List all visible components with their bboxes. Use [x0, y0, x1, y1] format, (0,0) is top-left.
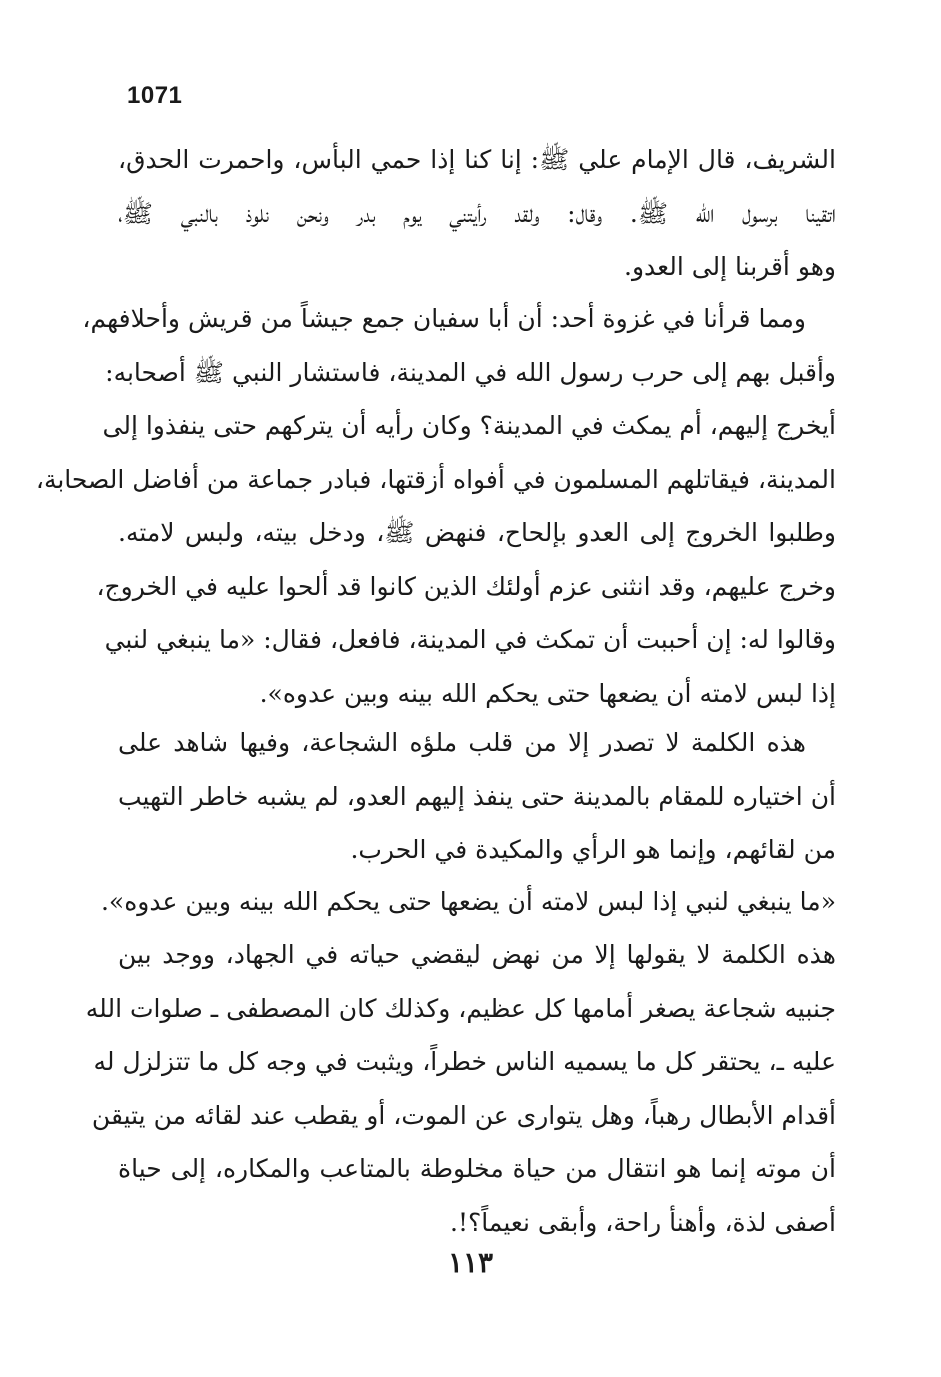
page-footer-number: ١١٣ [447, 1246, 494, 1279]
text-line: أن اختياره للمقام بالمدينة حتى ينفذ إليهم العدو، لم يشبه خاطر التهيب [118, 781, 836, 811]
text-line: «ما ينبغي لنبي إذا لبس لامته أن يضعها حتى يحكم الله بينه وبين عدوه». [100, 887, 836, 916]
text-line: أن موته إنما هو انتقال من حياة مخلوطة بالمتاعب والمكاره، إلى حياة [118, 1154, 836, 1183]
text-line: المدينة، فيقاتلهم المسلمون في أفواه أزقتها، فبادر جماعة من أفاضل الصحابة، [35, 464, 836, 494]
paragraph-4-quote [100, 875, 836, 929]
text-line: هذه الكلمة لا تصدر إلا من قلب ملؤه الشجاعة، وفيها شاهد على [118, 728, 806, 757]
text-line: اتقينا برسول الله ﷺ. وقال: ولقد رأيتني يوم بدر ونحن نلوذ بالنبي ﷺ، [118, 198, 836, 228]
text-line: أصفى لذة، وأهنأ راحة، وأبقى نعيماً؟!. [450, 1207, 836, 1237]
text-line: وقالوا له: إن أحببت أن تمكث في المدينة، فافعل، فقال: «ما ينبغي لنبي [104, 625, 836, 654]
page-header-number: 1071 [127, 82, 183, 109]
paragraph-5 [85, 928, 836, 1249]
text-line: عليه ـ، يحتقر كل ما يسميه الناس خطراً، ويثبت في وجه كل ما تتزلزل له [93, 1047, 836, 1076]
text-line: هذه الكلمة لا يقولها إلا من نهض ليقضي حياته في الجهاد، ووجد بين [118, 940, 836, 969]
paragraph-3 [118, 716, 836, 877]
paragraph-1 [118, 133, 836, 294]
text-line: إذا لبس لامته أن يضعها حتى يحكم الله بينه وبين عدوه». [259, 678, 836, 708]
text-line: أيخرج إليهم، أم يمكث في المدينة؟ وكان رأيه أن يتركهم حتى ينفذوا إلى [102, 411, 836, 440]
paragraph-2 [35, 292, 836, 720]
text-line: أقدام الأبطال رهباً، وهل يتوارى عن الموت، أو يقطب عند لقائه من يتيقن [91, 1100, 836, 1130]
text-line: جنبيه شجاعة يصغر أمامها كل عظيم، وكذلك كان المصطفى ـ صلوات الله [85, 993, 836, 1023]
text-line: وطلبوا الخروج إلى العدو بإلحاح، فنهض ﷺ، ودخل بيته، ولبس لامته. [118, 518, 836, 547]
text-line: الشريف، قال الإمام علي ﷺ: إنا كنا إذا حمي البأس، واحمرت الحدق، [118, 145, 836, 174]
text-line: وأقبل بهم إلى حرب رسول الله في المدينة، فاستشار النبي ﷺ أصحابه: [105, 357, 836, 387]
text-line: من لقائهم، وإنما هو الرأي والمكيدة في الحرب. [350, 835, 836, 864]
text-line: ومما قرأنا في غزوة أحد: أن أبا سفيان جمع جيشاً من قريش وأحلافهم، [82, 304, 806, 333]
text-line: وخرج عليهم، وقد انثنى عزم أولئك الذين كانوا قد ألحوا عليه في الخروج، [96, 571, 836, 601]
text-line: وهو أقربنا إلى العدو. [624, 252, 836, 281]
